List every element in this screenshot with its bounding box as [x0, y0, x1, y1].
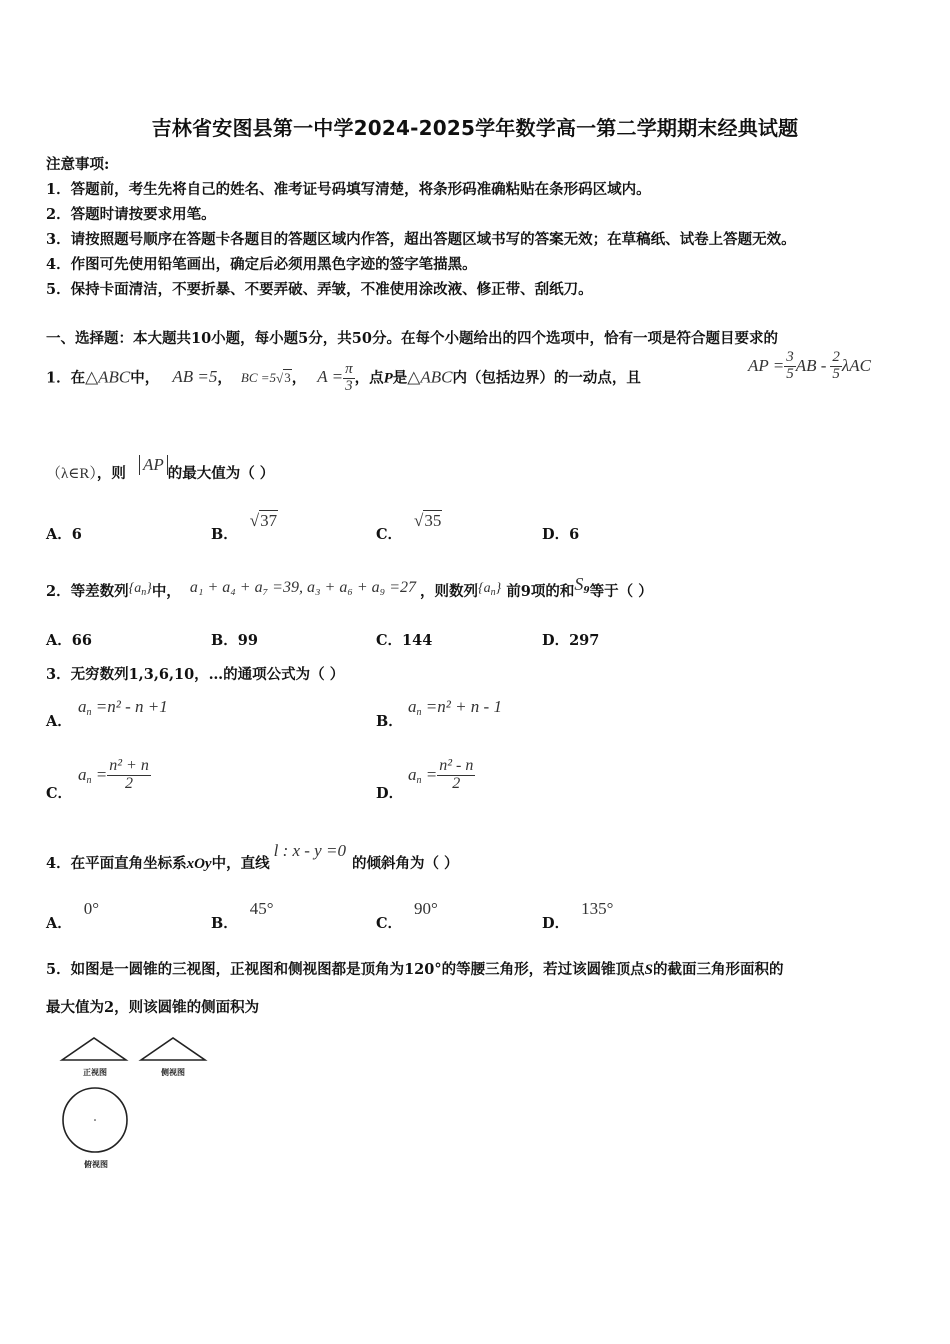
q1-number: 1．在 [46, 369, 86, 387]
q2-seq: a [134, 581, 142, 596]
an: a [408, 764, 417, 784]
q1-triangle: △ABC [407, 367, 453, 387]
page-title: 吉林省安图县第一中学2024-2025学年数学高一第二学期期末经典试题 [151, 116, 799, 140]
question-5-cont: 最大值为2，则该圆锥的侧面积为 [46, 999, 260, 1016]
q1-angle-num: π [345, 361, 353, 377]
front-view-triangle [62, 1038, 126, 1060]
option-value: 135° [581, 899, 614, 918]
q3-option-a-label: A． [46, 713, 72, 730]
q1-bc: BC =5 [240, 370, 277, 386]
notice-heading: 注意事项: [46, 156, 110, 173]
question-1-cont [46, 455, 275, 483]
expr: n² + n - 1 [437, 697, 502, 716]
notice-item: 3．请按照题号顺序在答题卡各题目的答题区域内作答，超出答题区域书写的答案无效；在草稿纸、试卷上答题无效。 [46, 231, 796, 248]
an: a [78, 764, 87, 784]
eq: = [425, 697, 438, 716]
q1-lambda-condition: （λ∈R） [46, 466, 97, 482]
q2-option-b: B．99 [211, 632, 258, 649]
q5-vertex-s: S [644, 962, 653, 978]
option-label: D． [542, 526, 570, 543]
q1-option-c: C．√35 [376, 511, 442, 543]
q1-angle: A = [317, 367, 344, 387]
frac-num: n² - n [439, 757, 474, 774]
section-heading: 一、选择题：本大题共10小题，每小题5分，共50分。在每个小题给出的四个选项中，恰有一项是符合题目要求的 [46, 330, 778, 347]
notice-item: 2．答题时请按要求用笔。 [46, 206, 216, 223]
q4-text: 的倾斜角为（ ） [351, 855, 459, 872]
notice-item: 1．答题前，考生先将自己的姓名、准考证号码填写清楚，将条形码准确粘贴在条形码区域内。 [46, 181, 651, 198]
an-sub: n [416, 774, 422, 786]
option-value: 6 [569, 526, 580, 543]
q2-text: 前9项的和 [506, 583, 575, 600]
notice-item: 5．保持卡面清洁，不要折暴、不要弄破、弄皱，不准使用涂改液、修正带、刮纸刀。 [46, 281, 593, 298]
side-view-caption: 侧视图 [161, 1068, 185, 1077]
q1-option-a [46, 523, 82, 544]
q1-option-d [542, 523, 579, 544]
q1-ab-vector: AB - [795, 355, 827, 375]
option-label: A． [46, 526, 72, 543]
q1-frac-num: 3 [786, 349, 794, 365]
top-view-center-dot [94, 1119, 96, 1121]
q1-frac-num: 2 [832, 349, 840, 365]
three-views-figure [55, 1030, 215, 1180]
q5-text: 的截面三角形面积的 [652, 961, 784, 978]
option-value: 37 [260, 511, 278, 530]
q4-line-equation: l : x - y =0 [273, 841, 346, 860]
q1-bc-root: 3 [284, 370, 291, 386]
q4-xoy: xOy [186, 856, 212, 872]
q2-condition: a₁ + a₄ + a₇ =39, a₃ + a₆ + a₉ =27 [189, 579, 417, 596]
option-label: D． [542, 915, 570, 932]
an-sub: n [86, 707, 92, 718]
an: a [408, 697, 417, 716]
q3-option-d-label: D． [376, 785, 404, 802]
q3-option-b-label: B． [376, 713, 403, 730]
option-label: B． [211, 915, 238, 932]
question-3: 3．无穷数列1,3,6,10，…的通项公式为（ ） [46, 666, 345, 683]
an-sub: n [416, 707, 422, 718]
q1-text: ，点 [354, 369, 384, 387]
q1-angle-den: 3 [345, 377, 353, 394]
front-view-caption: 正视图 [83, 1068, 107, 1077]
an: a [78, 697, 87, 716]
q2-sum: S [574, 574, 584, 594]
option-value: 45° [249, 899, 274, 918]
q3-option-c [78, 758, 151, 793]
q1-comma: ， [291, 369, 307, 387]
q4-option-a [46, 899, 100, 933]
eq: = [95, 697, 108, 716]
frac-den: 2 [125, 774, 134, 792]
question-5 [46, 958, 783, 979]
option-value: 6 [71, 526, 82, 543]
q1-lambda-ac: λAC [841, 355, 871, 375]
q2-option-a: A．66 [46, 632, 92, 649]
notice-item: 4．作图可先使用铅笔画出，确定后必须用黑色字迹的签字笔描黑。 [46, 256, 477, 273]
q2-option-c: C．144 [376, 632, 433, 649]
q1-frac-den: 5 [832, 365, 840, 382]
option-label: B． [211, 526, 238, 543]
option-label: A． [46, 915, 72, 932]
expr: n² - n +1 [107, 697, 168, 716]
q1-frac-den: 5 [786, 365, 794, 382]
q1-comma: ， [217, 369, 232, 387]
q4-text: 中，直线 [211, 855, 270, 872]
q1-abs-ap: AP [139, 455, 168, 475]
option-label: C． [376, 526, 403, 543]
q1-point-p: P [383, 370, 393, 387]
q1-ap: AP = [748, 355, 785, 375]
q2-sum-sub: 9 [583, 586, 590, 596]
q3-option-b [408, 697, 502, 718]
q2-text: 中， [151, 583, 181, 600]
option-value: 0° [83, 899, 100, 918]
q3-option-c-label: C． [46, 785, 73, 802]
side-view-triangle [141, 1038, 205, 1060]
q3-option-a [78, 697, 168, 718]
q2-text: 等于（ ） [589, 583, 653, 600]
q2-seq-sub: n [141, 587, 147, 598]
q1-triangle: △ABC [85, 367, 131, 387]
eq: = [425, 764, 438, 784]
an-sub: n [86, 774, 92, 786]
q1-text: 的最大值为（ ） [167, 465, 275, 482]
eq: = [95, 764, 108, 784]
q4-option-c [376, 899, 438, 933]
frac-den: 2 [452, 774, 461, 792]
q2-text: ，则数列 [420, 583, 479, 600]
frac-num: n² + n [109, 757, 149, 774]
top-view-caption: 俯视图 [84, 1160, 108, 1169]
q1-text: 中， [130, 369, 160, 387]
q4-option-d [542, 899, 614, 933]
q2-option-d: D．297 [542, 632, 600, 649]
question-2: 2．等差数列$\{a_n\}$中， a₁ + a₄ + a₇ =39, a₃ + a₆ + a₉ =27 ，则数列$\{a_n\}$ 前9项的和$S^9$等于（ ） [46, 574, 653, 600]
q5-text: 5．如图是一圆锥的三视图，正视图和侧视图都是顶角为120°的等腰三角形，若过该圆锥顶点 [46, 961, 645, 978]
q1-ab: AB =5 [172, 367, 218, 387]
q1-text: ，则 [96, 465, 126, 482]
q1-text: 内（包括边界）的一动点，且 [452, 369, 641, 387]
option-label: C． [376, 915, 403, 932]
q1-vector-expr [748, 350, 871, 383]
q1-text: 是 [392, 369, 408, 387]
option-value: 90° [414, 899, 438, 918]
q2-text: 2．等差数列 [46, 583, 129, 600]
q4-text: 4．在平面直角坐标系 [46, 855, 187, 872]
q4-option-b [211, 899, 274, 933]
option-value: 35 [424, 511, 442, 530]
q1-option-b: B．√37 [211, 511, 278, 543]
q3-option-d [408, 758, 475, 793]
question-1: 1．在△ABC中， AB =5， BC =5√3， A = $\frac{\pi}{3}$ ，点P是△ABC内（包括边界）的一动点，且 [46, 361, 641, 394]
q2-seq: a [483, 581, 491, 596]
question-4 [46, 841, 459, 873]
q2-seq-sub: n [490, 587, 496, 598]
